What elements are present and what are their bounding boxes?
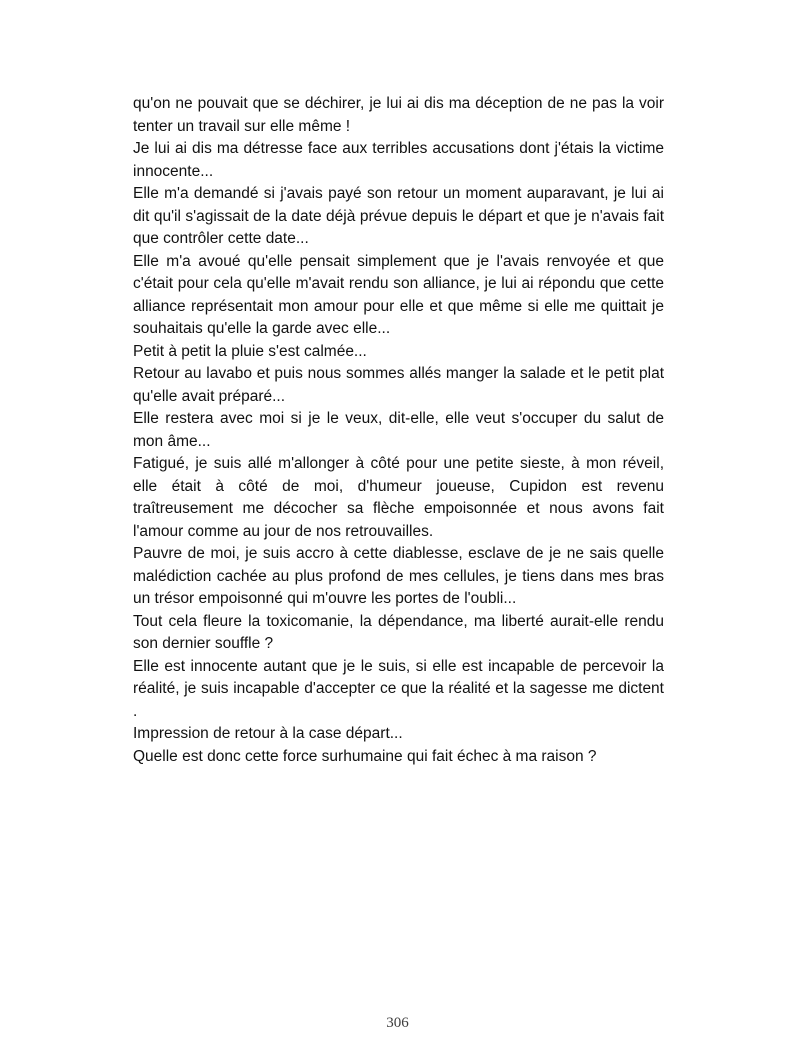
paragraph: Tout cela fleure la toxicomanie, la dépendance, ma liberté aurait-elle rendu son dernier souffle ? <box>133 612 664 652</box>
page-number: 306 <box>386 1015 409 1031</box>
paragraph: Pauvre de moi, je suis accro à cette diablesse, esclave de je ne sais quelle malédiction cachée au plus profond de mes cellules, je tiens dans mes bras un trésor empoisonné qui m'ouvre les portes de l'oubli... <box>133 545 664 607</box>
paragraph: qu'on ne pouvait que se déchirer, je lui ai dis ma déception de ne pas la voir tenter un travail sur elle même ! <box>133 95 664 135</box>
paragraph: Elle est innocente autant que je le suis, si elle est incapable de percevoir la réalité, je suis incapable d'accepter ce que la réalité et la sagesse me dictent . <box>133 657 664 720</box>
paragraph: Elle m'a avoué qu'elle pensait simplement que je l'avais renvoyée et que c'était pour cela qu'elle m'avait rendu son alliance, je lui ai répondu que cette alliance représentait mon amour pour elle et que même si elle me quittait je souhaitais qu'elle la garde avec elle... <box>133 252 664 337</box>
paragraph: Retour au lavabo et puis nous sommes allés manger la salade et le petit plat qu'elle avait préparé... <box>133 365 664 405</box>
page-text-block <box>133 93 664 768</box>
paragraph: Fatigué, je suis allé m'allonger à côté pour une petite sieste, à mon réveil, elle était à côté de moi, d'humeur joueuse, Cupidon est revenu traîtreusement me décocher sa flèche empoisonnée et nous avons fait l'amour comme au jour de nos retrouvailles. <box>133 455 664 540</box>
paragraph: Je lui ai dis ma détresse face aux terribles accusations dont j'étais la victime innocente... <box>133 140 664 180</box>
paragraph: Petit à petit la pluie s'est calmée... <box>133 342 367 360</box>
paragraph: Elle restera avec moi si je le veux, dit-elle, elle veut s'occuper du salut de mon âme... <box>133 410 664 450</box>
paragraph: Elle m'a demandé si j'avais payé son retour un moment auparavant, je lui ai dit qu'il s'agissait de la date déjà prévue depuis le départ et que je n'avais fait que contrôler cette date... <box>133 185 664 247</box>
paragraph: Impression de retour à la case départ... <box>133 725 403 742</box>
paragraph: Quelle est donc cette force surhumaine qui fait échec à ma raison ? <box>133 747 597 765</box>
